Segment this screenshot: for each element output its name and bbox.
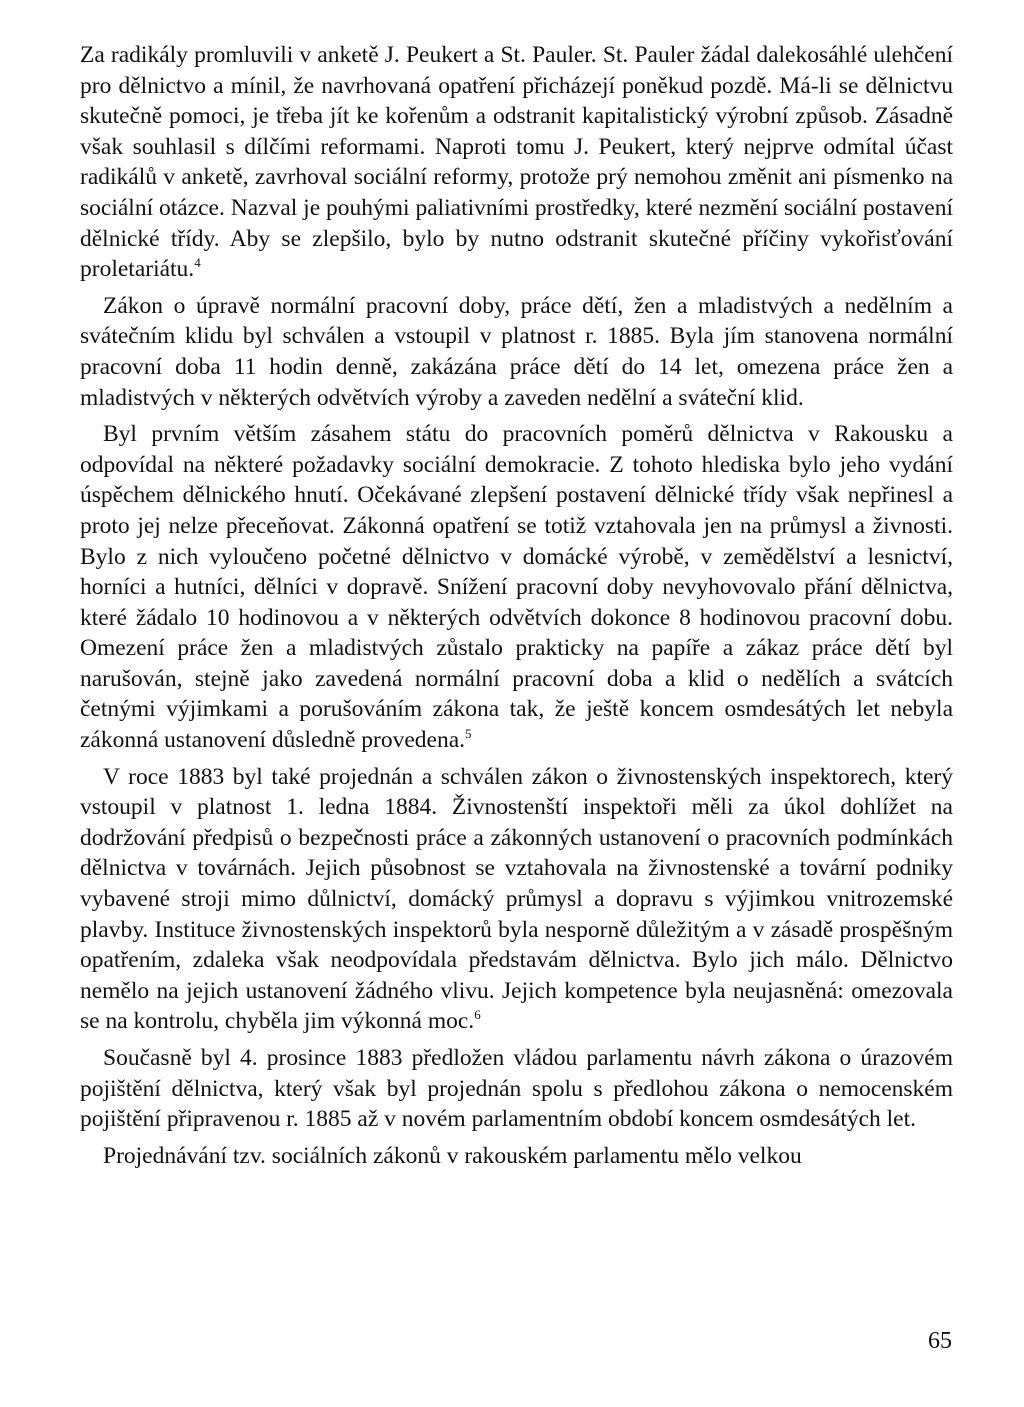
paragraph-radicals-survey bbox=[80, 40, 953, 285]
paragraph-text: Současně byl 4. prosince 1883 předložen vládou parlamentu návrh zákona o úrazovém pojištění dělnictva, který však byl projednán spolu s předlohou zákona o nemocenském pojištění připravenou r. 1885 až v novém parlamentním období koncem osmdesátých let. bbox=[80, 1045, 953, 1133]
paragraph-trade-inspectors bbox=[80, 762, 953, 1037]
paragraph-text: Za radikály promluvili v anketě J. Peukert a St. Pauler. St. Pauler žádal dalekosáhlé ulehčení pro dělnictvo a mínil, že navrhovaná opatření přicházejí poněkud pozdě. Má-li se dělnictvu skutečně pomoci, je třeba jít ke kořenům a odstranit kapitalistický výrobní způsob. Zásadně však souhlasil s dílčími reformami. Naproti tomu J. Peukert, který nejprve odmítal účast radikálů v anketě, zavrhoval sociální reformy, protože prý nemohou změnit ani písmenko na sociální otázce. Nazval je pouhými paliativními prostředky, které nezmění sociální postavení dělnické třídy. Aby se zlepšilo, bylo by nutno odstranit skutečné příčiny vykořisťování proletariátu. bbox=[80, 42, 953, 283]
paragraph-text: Byl prvním větším zásahem státu do pracovních poměrů dělnictva v Rakousku a odpovídal na některé požadavky sociální demokracie. Z tohoto hlediska bylo jeho vydání úspěchem dělnického hnutí. Očekávané zlepšení postavení dělnické třídy však nepřinesl a proto jej nelze přeceňovat. Zákonná opatření se totiž vztahovala jen na průmysl a živnosti. Bylo z nich vyloučeno početné dělnictvo v domácké výrobě, v zemědělství a lesnictví, horníci a hutníci, dělníci v dopravě. Snížení pracovní doby nevyhovovalo přání dělnictva, které žádalo 10 hodinovou a v některých odvětvích dokonce 8 hodinovou pracovní dobu. Omezení práce žen a mladistvých zůstalo prakticky na papíře a zákaz práce dětí byl narušován, stejně jako zavedená normální pracovní doba a klid o nedělích a svátcích četnými výjimkami a porušováním zákona tak, že ještě koncem osmdesátých let nebyla zákonná ustanovení důsledně provedena. bbox=[80, 421, 953, 754]
paragraph-text: Projednávání tzv. sociálních zákonů v rakouském parlamentu mělo velkou bbox=[103, 1142, 802, 1169]
page-body bbox=[80, 40, 953, 1177]
paragraph-text: Zákon o úpravě normální pracovní doby, práce dětí, žen a mladistvých a nedělním a svátečním klidu byl schválen a vstoupil v platnost r. 1885. Byla jím stanovena normální pracovní doba 11 hodin denně, zakázána práce dětí do 14 let, omezena práce žen a mladistvých v některých odvětvích výroby a zaveden nedělní a sváteční klid. bbox=[80, 292, 953, 411]
footnote-marker: 4 bbox=[194, 255, 201, 271]
footnote-marker: 6 bbox=[474, 1007, 481, 1023]
paragraph-accident-insurance bbox=[80, 1043, 953, 1135]
paragraph-text: V roce 1883 byl také projednán a schválen zákon o živnostenských inspektorech, který vstoupil v platnost 1. ledna 1884. Živnostenští inspektoři měli za úkol dohlížet na dodržování předpisů o bezpečnosti práce a zákonných ustanovení o pracovních podmínkách dělnictva v továrnách. Jejich působnost se vztahovala na živnostenské a tovární podniky vybavené stroji mimo důlnictví, domácký průmysl a dopravu s výjimkou vnitrozemské plavby. Instituce živnostenských inspektorů byla nesporně důležitým a v zásadě prospěšným opatřením, zdaleka však neodpovídala představám dělnictva. Bylo jich málo. Dělnictvo nemělo na jejich ustanovení žádného vlivu. Jejich kompetence byla neujasněná: omezovala se na kontrolu, chyběla jim výkonná moc. bbox=[80, 763, 953, 1035]
paragraph-working-hours-law bbox=[80, 291, 953, 413]
paragraph-state-intervention bbox=[80, 419, 953, 756]
footnote-marker: 5 bbox=[465, 726, 472, 742]
page-number: 65 bbox=[928, 1328, 952, 1354]
paragraph-social-laws bbox=[80, 1141, 953, 1172]
